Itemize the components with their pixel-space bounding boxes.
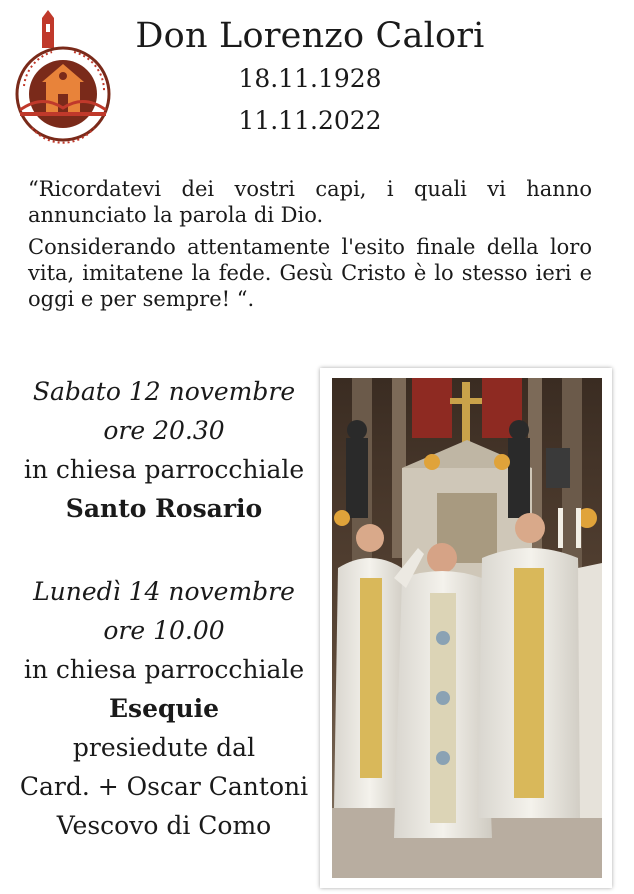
event2-place: in chiesa parrocchiale bbox=[23, 655, 305, 684]
event-gap bbox=[14, 528, 314, 572]
event1-name: Santo Rosario bbox=[65, 494, 263, 523]
church-logo-icon bbox=[12, 8, 114, 150]
group-of-priests-photo bbox=[332, 378, 602, 878]
bible-quote bbox=[28, 176, 592, 318]
deceased-name: Don Lorenzo Calori bbox=[135, 16, 485, 56]
events bbox=[14, 372, 314, 845]
photo-frame bbox=[320, 368, 612, 888]
event2-time: ore 10.00 bbox=[103, 616, 225, 645]
event1-time: ore 20.30 bbox=[103, 416, 225, 445]
photo-illustration-icon bbox=[332, 378, 602, 878]
quote-line-1: “Ricordatevi dei vostri capi, i quali vi hanno annunciato la parola di Dio. bbox=[28, 177, 592, 227]
event1-place: in chiesa parrocchiale bbox=[23, 455, 305, 484]
event2-note1: presiedute dal bbox=[72, 733, 256, 762]
death-date: 11.11.2022 bbox=[238, 106, 382, 135]
event2-day: Lunedì 14 novembre bbox=[33, 577, 295, 606]
event1-day: Sabato 12 novembre bbox=[32, 377, 296, 406]
birth-date: 18.11.1928 bbox=[238, 64, 382, 93]
event2-name: Esequie bbox=[108, 694, 220, 723]
parish-logo bbox=[12, 8, 114, 150]
event2-note2: Card. + Oscar Cantoni bbox=[19, 772, 309, 801]
quote-line-2: Considerando attentamente l'esito finale della loro vita, imitatene la fede. Gesù Cristo è lo stesso ieri e oggi e per sempre! “. bbox=[28, 235, 592, 311]
header bbox=[118, 14, 502, 142]
event2-note3: Vescovo di Como bbox=[56, 811, 272, 840]
